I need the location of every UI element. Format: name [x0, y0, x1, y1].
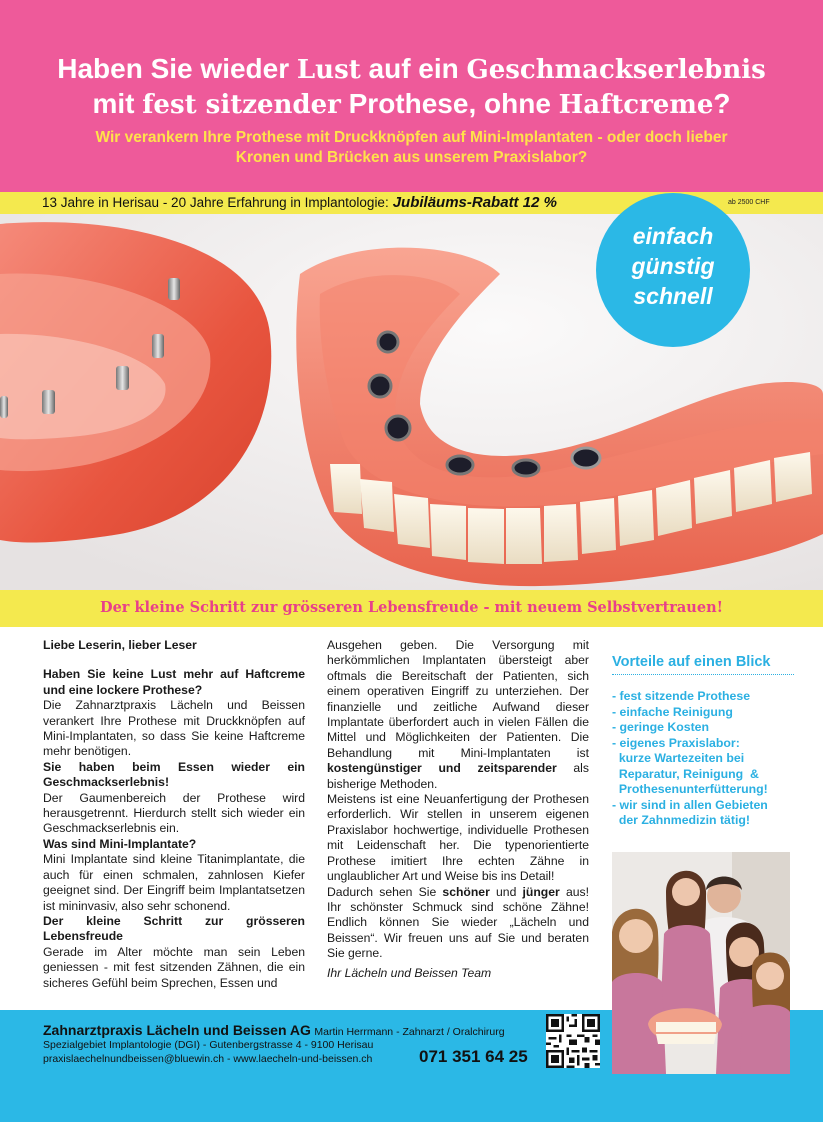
benefits-title: Vorteile auf einen Blick: [612, 654, 794, 675]
experience-text: 13 Jahre in Herisau - 20 Jahre Erfahrung in Implantologie:: [42, 195, 389, 210]
discount-text: Jubiläums-Rabatt 12 %: [392, 194, 557, 211]
badge-line: günstig: [631, 253, 715, 279]
tagline: Der kleine Schritt zur grösseren Lebensfreude - mit neuem Selbstvertrauen!: [100, 599, 723, 616]
benefit-item: kurze Wartezeiten bei: [612, 751, 745, 765]
benefit-item: Prothesenunterfütterung!: [612, 782, 768, 796]
header-banner: [0, 0, 823, 192]
paragraph: [327, 885, 589, 962]
promo-badge: [596, 193, 750, 347]
headline-text: Prothese, ohne: [340, 88, 559, 119]
greeting: Liebe Leserin, lieber Leser: [43, 638, 197, 652]
section-heading: Der kleine Schritt zur grösseren Lebensfreude: [43, 913, 305, 944]
paragraph: Der Gaumenbereich der Prothese wird herausgetrennt. Hierdurch stellt sich wieder ein Geschmackserlebnis ein.: [43, 790, 305, 836]
doctor-name: Martin Herrmann - Zahnarzt / Oralchirurg: [314, 1026, 505, 1038]
section-heading: Was sind Mini-Implantate?: [43, 836, 197, 851]
qr-code-icon: [546, 1014, 600, 1068]
benefits-box: [612, 654, 794, 829]
footer-line-1: [43, 1022, 505, 1038]
badge-line: einfach: [632, 223, 714, 249]
headline-emphasis: Haftcreme: [558, 90, 714, 120]
paragraph-emphasis: jünger: [522, 884, 560, 899]
subheadline-line: Wir verankern Ihre Prothese mit Druckknöpfen auf Mini-Implantaten - oder doch lieber: [95, 129, 728, 146]
paragraph: Mini Implantate sind kleine Titanimplantate, die auch für einen schmalen, zahnlosen Kiefer geeignet sind. Der Eingriff beim Implantatsetzen ist mininvasiv, also sehr schonend.: [43, 852, 305, 913]
benefit-item: Reparatur, Reinigung &: [612, 766, 759, 781]
headline: [20, 52, 803, 122]
footer-contact: [43, 1053, 372, 1065]
tagline-band: [0, 590, 823, 627]
headline-text: auf ein: [360, 53, 467, 84]
paragraph: Meistens ist eine Neuanfertigung der Prothesen erforderlich. Wir stellen in unserem eigenen Praxislabor hochwertige, individuelle Prothesen mit Leidenschaft her. Die typenorientierte Prothese imitiert Ihre echten Zähne in unglaublicher Art und Weise bis ins Detail!: [327, 792, 589, 884]
footer-address: Spezialgebiet Implantologie (DGI) - Gutenbergstrasse 4 - 9100 Herisau: [43, 1039, 374, 1051]
subheadline-line: Kronen und Brücken aus unserem Praxislabor?: [235, 149, 588, 166]
paragraph-text: und: [489, 884, 523, 899]
article-column-2: [327, 638, 589, 981]
team-photo: [612, 852, 790, 1074]
email-website: praxislaechelnundbeissen@bluewin.ch - www.laecheln-und-beissen.ch: [43, 1053, 373, 1065]
paragraph-emphasis: kostengünstiger und zeitsparender: [327, 761, 557, 776]
discount-condition: ab 2500 CHF: [728, 199, 770, 206]
headline-emphasis: fest sitzender: [142, 90, 341, 120]
article-column-1: [43, 638, 305, 991]
benefit-item: - fest sitzende Prothese: [612, 689, 751, 703]
paragraph-text: Ausgehen geben. Die Versorgung mit herkömmlichen Implantaten übersteigt aber oftmals die Bereitschaft der Patienten, sich einem operativen Eingriff zu unterziehen. Der finanzielle und zeitliche Aufwand dieser Implantate überfordert auch in vielen Fällen die Mittel und Möglichkeiten der Patienten. Die Behandlung mit Mini-Implantaten ist: [327, 638, 589, 760]
signature: Ihr Lächeln und Beissen Team: [327, 965, 492, 980]
paragraph: Die Zahnarztpraxis Lächeln und Beissen verankert Ihre Prothese mit Druckknöpfen auf Mini-Implantaten, so dass Sie keine Haftcreme mehr benötigen.: [43, 698, 305, 759]
practice-name: Zahnarztpraxis Lächeln und Beissen AG: [43, 1022, 311, 1038]
info-band-text: [42, 194, 557, 211]
headline-emphasis: Geschmackserlebnis: [466, 55, 766, 85]
qr-code[interactable]: [546, 1014, 600, 1068]
paragraph-text: aus! Ihr schönster Schmuck sind schöne Zähne! Endlich können Sie wieder „Lächeln und Beissen“. Wir freuen uns auf Sie und beraten Sie gerne.: [327, 884, 589, 961]
headline-text: mit: [92, 88, 143, 119]
headline-text: ?: [713, 88, 731, 119]
paragraph: Gerade im Alter möchte man sein Leben geniessen - mit fest sitzenden Zähnen, die ein sicheres Gefühl beim Sprechen, Essen und: [43, 944, 305, 990]
benefit-item: - einfache Reinigung: [612, 704, 733, 719]
benefit-item: - eigenes Praxislabor:: [612, 735, 740, 750]
paragraph: [327, 638, 589, 792]
paragraph-text: als bisherige Methoden.: [327, 761, 589, 791]
benefit-item: - wir sind in allen Gebieten: [612, 797, 768, 812]
paragraph-text: Dadurch sehen Sie: [327, 884, 443, 899]
badge-line: schnell: [633, 283, 713, 309]
section-heading: Sie haben beim Essen wieder ein Geschmackserlebnis!: [43, 759, 305, 790]
headline-text: Haben Sie wieder: [57, 53, 297, 84]
team-image: [612, 852, 790, 1074]
subheadline: [40, 128, 783, 168]
paragraph-emphasis: schöner: [442, 884, 490, 899]
headline-emphasis: Lust: [296, 55, 361, 85]
phone-number[interactable]: 071 351 64 25: [419, 1047, 528, 1066]
benefit-item: der Zahnmedizin tätig!: [612, 813, 751, 827]
section-heading: Haben Sie keine Lust mehr auf Haftcreme und eine lockere Prothese?: [43, 667, 305, 697]
benefit-item: - geringe Kosten: [612, 720, 710, 734]
benefits-list: [612, 689, 794, 829]
